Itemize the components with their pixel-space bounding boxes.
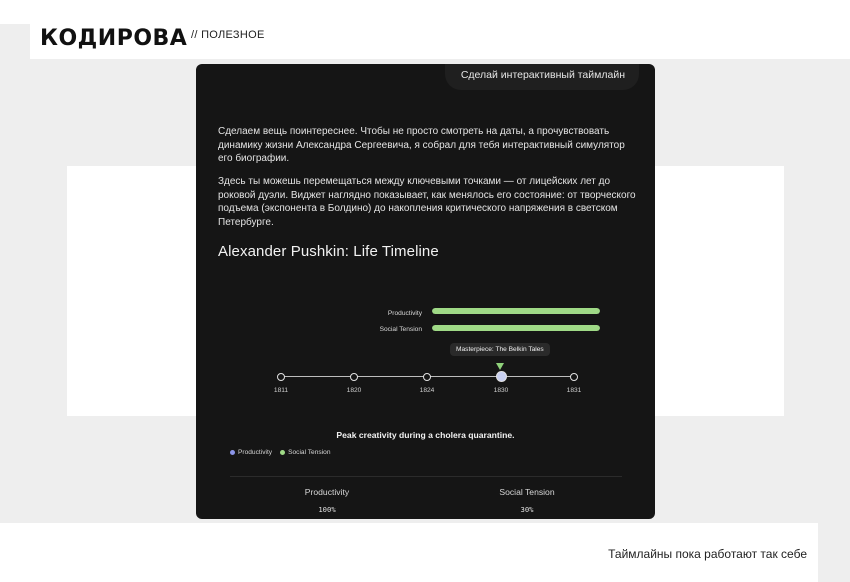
stat-productivity <box>267 487 387 514</box>
response-paragraph: Здесь ты можешь перемещаться между ключевыми точками — от лицейских лет до роковой дуэли. Виджет наглядно показывает, как менялось его состояние: от творческого подъема (экспонента в Болдино) до накопления критического напряжения в светском Петербурге. <box>218 176 636 228</box>
section-label: // ПОЛЕЗНОЕ <box>191 29 265 41</box>
timeline-node-1831[interactable] <box>570 373 578 381</box>
productivity-bar-fill <box>432 308 600 314</box>
timeline-year-label: 1811 <box>273 387 289 394</box>
active-marker-icon <box>496 363 504 370</box>
stat-label: Social Tension <box>499 487 555 497</box>
widget-title: Alexander Pushkin: Life Timeline <box>218 243 439 260</box>
legend-dot-icon <box>280 450 285 455</box>
timeline-year-label: 1830 <box>493 387 509 394</box>
stat-label: Productivity <box>304 487 350 497</box>
stat-value: 100% <box>318 505 336 514</box>
timeline-node-1820[interactable] <box>350 373 358 381</box>
legend-item-social-tension <box>280 449 330 456</box>
brand-logo[interactable]: КОДИРОВА <box>40 26 188 51</box>
event-tooltip: Masterpiece: The Belkin Tales <box>450 343 550 356</box>
timeline-year-label: 1820 <box>346 387 362 394</box>
response-paragraph: Сделаем вещь поинтереснее. Чтобы не просто смотреть на даты, а прочувствовать динамику жизни Александра Сергеевича, я собрал для тебя интерактивный симулятор его биографии. <box>218 126 625 164</box>
footer-caption: Таймлайны пока работают так себе <box>608 547 807 561</box>
user-prompt-bubble: Сделай интерактивный таймлайн <box>445 64 639 90</box>
legend-label: Productivity <box>238 449 273 456</box>
stat-value: 30% <box>520 505 534 514</box>
timeline-node-1811[interactable] <box>277 373 285 381</box>
background-block <box>654 166 784 416</box>
legend-dot-icon <box>230 450 235 455</box>
stat-social-tension <box>467 487 587 514</box>
productivity-bar <box>432 308 600 314</box>
social-tension-bar <box>432 325 600 331</box>
divider <box>230 476 622 477</box>
legend <box>230 449 331 456</box>
timeline-node-1830[interactable] <box>496 371 507 382</box>
timeline-node-1824[interactable] <box>423 373 431 381</box>
timeline-year-label: 1831 <box>566 387 582 394</box>
bar-label-productivity: Productivity <box>387 310 422 317</box>
chat-card <box>196 64 655 519</box>
legend-label: Social Tension <box>288 449 331 456</box>
event-caption: Peak creativity during a cholera quarantine. <box>336 430 515 440</box>
social-tension-bar-fill <box>432 325 600 331</box>
bar-label-social-tension: Social Tension <box>379 326 422 333</box>
timeline-year-label: 1824 <box>419 387 435 394</box>
background-block <box>67 166 197 416</box>
background-block <box>818 523 850 582</box>
legend-item-productivity <box>230 449 272 456</box>
